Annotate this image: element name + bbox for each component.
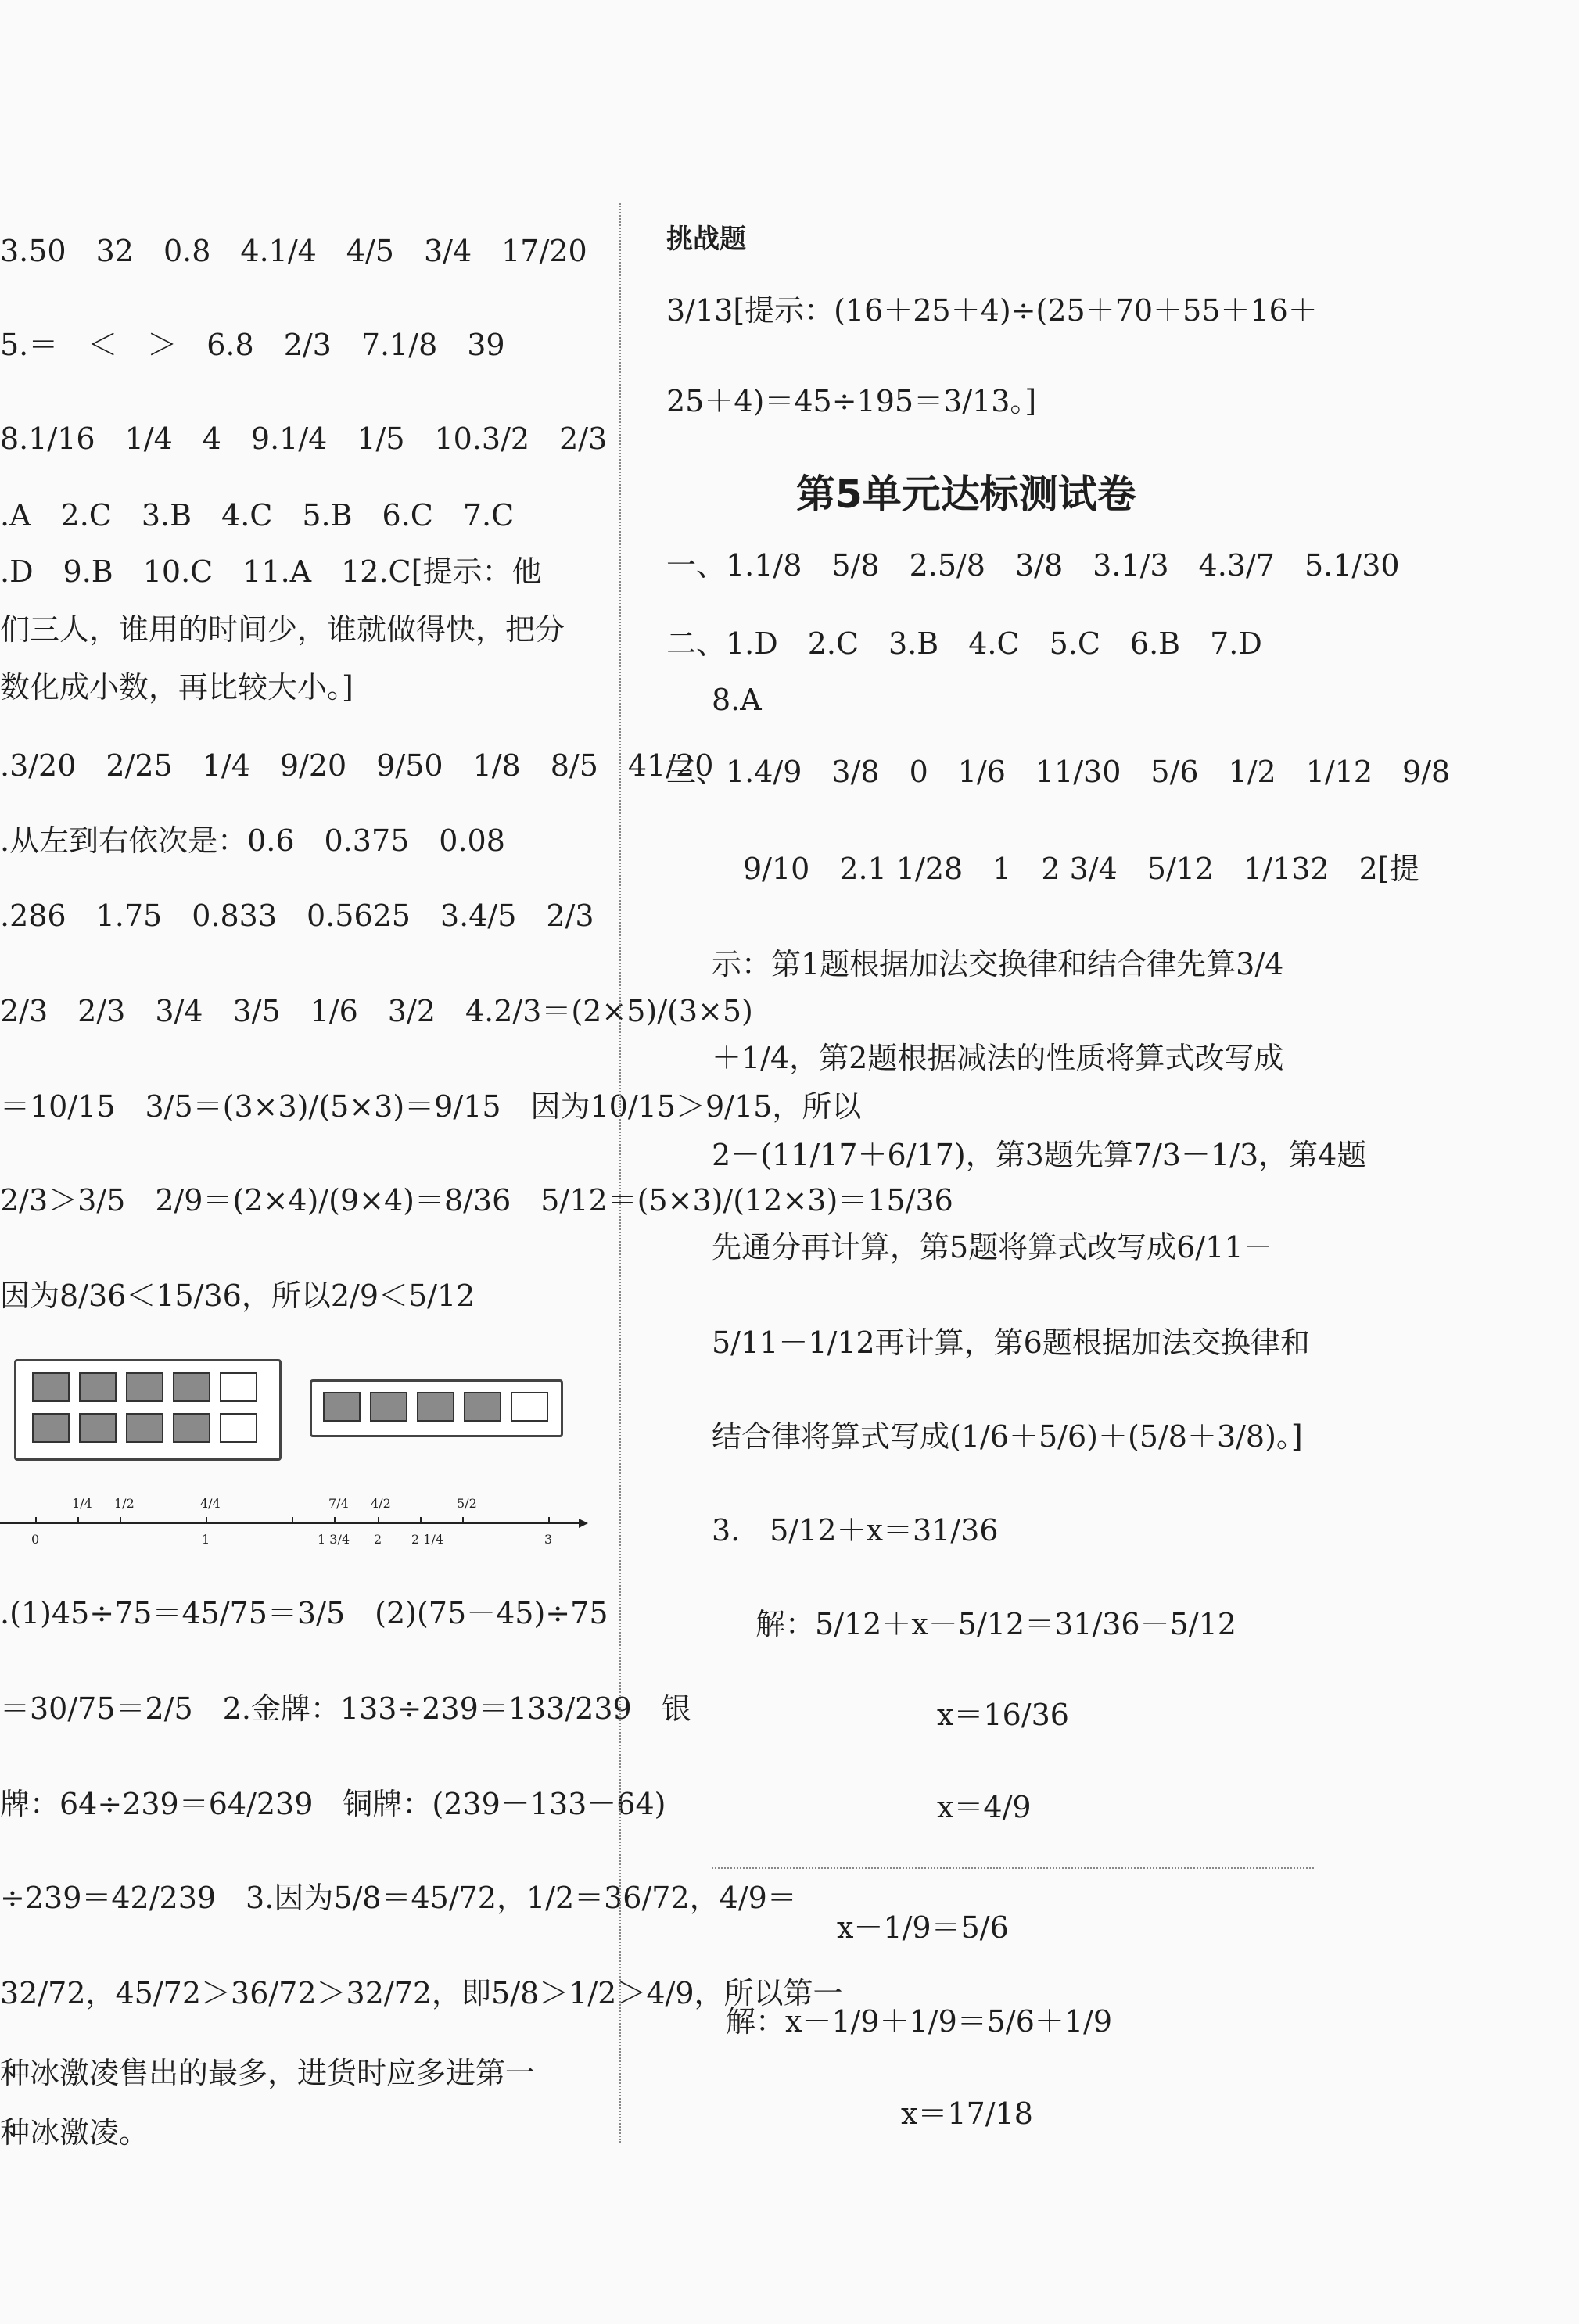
right-line-11: 结合律将算式写成(1/6＋5/6)＋(5/8＋3/8)。] <box>712 1419 1303 1454</box>
nl-bottom-4: 2 <box>374 1532 382 1547</box>
left-line-2: 5.＝ ＜ ＞ 6.8 2/3 7.1/8 39 <box>0 328 505 362</box>
nl-bottom-2: 1 <box>202 1532 210 1547</box>
right-line-15: x＝4/9 <box>937 1790 1032 1824</box>
left-line-8: .3/20 2/25 1/4 9/20 9/50 1/8 8/5 41/20 <box>0 748 714 783</box>
right-line-18: x＝17/18 <box>901 2096 1033 2131</box>
right-line-7: ＋1/4，第2题根据减法的性质将算式改写成 <box>712 1041 1284 1075</box>
right-line-5: 9/10 2.1 1/28 1 2 3/4 5/12 1/132 2[提 <box>743 852 1419 886</box>
nl-top-6: 5/2 <box>457 1496 477 1511</box>
left-line-1: 3.50 32 0.8 4.1/4 4/5 3/4 17/20 <box>0 234 587 268</box>
nl-bottom-1: 0 <box>31 1532 40 1547</box>
left-line-7: 数化成小数，再比较大小。] <box>0 670 353 705</box>
left-line-9: .从左到右依次是：0.6 0.375 0.08 <box>0 823 505 858</box>
left-line-21: 种冰激凌。 <box>0 2115 149 2150</box>
right-line-8: 2－(11/17＋6/17)，第3题先算7/3－1/3，第4题 <box>712 1138 1367 1172</box>
right-line-4: 三、1.4/9 3/8 0 1/6 11/30 5/6 1/2 1/12 9/8 <box>666 755 1451 789</box>
left-line-17: 牌：64÷239＝64/239 铜牌：(239－133－64) <box>0 1787 666 1821</box>
left-line-5: .D 9.B 10.C 11.A 12.C[提示：他 <box>0 554 542 589</box>
left-line-10: .286 1.75 0.833 0.5625 3.4/5 2/3 <box>0 898 594 933</box>
challenge-line-1: 3/13[提示：(16＋25＋4)÷(25＋70＋55＋16＋ <box>666 293 1318 328</box>
left-line-11: 2/3 2/3 3/4 3/5 1/6 3/2 4.2/3＝(2×5)/(3×5) <box>0 994 753 1028</box>
fraction-box-left <box>14 1359 282 1461</box>
left-line-20: 种冰激凌售出的最多，进货时应多进第一 <box>0 2056 536 2090</box>
nl-bottom-3: 1 3/4 <box>318 1532 350 1547</box>
nl-top-4: 7/4 <box>328 1496 349 1511</box>
nl-top-2: 1/2 <box>114 1496 135 1511</box>
right-line-1: 一、1.1/8 5/8 2.5/8 3/8 3.1/3 4.3/7 5.1/30 <box>666 548 1400 583</box>
left-line-3: 8.1/16 1/4 4 9.1/4 1/5 10.3/2 2/3 <box>0 421 608 456</box>
right-line-10: 5/11－1/12再计算，第6题根据加法交换律和 <box>712 1325 1310 1360</box>
left-line-12: ＝10/15 3/5＝(3×3)/(5×3)＝9/15 因为10/15＞9/15，所以 <box>0 1089 862 1124</box>
nl-top-3: 4/4 <box>200 1496 221 1511</box>
left-line-15: .(1)45÷75＝45/75＝3/5 (2)(75－45)÷75 <box>0 1596 608 1630</box>
right-line-13: 解：5/12＋x－5/12＝31/36－5/12 <box>755 1607 1236 1641</box>
challenge-line-2: 25＋4)＝45÷195＝3/13。] <box>666 384 1037 418</box>
unit-title: 第5单元达标测试卷 <box>796 472 1136 517</box>
nl-bottom-5: 2 1/4 <box>411 1532 444 1547</box>
right-line-9: 先通分再计算，第5题将算式改写成6/11－ <box>712 1230 1273 1264</box>
right-line-14: x＝16/36 <box>937 1698 1069 1732</box>
right-line-6: 示：第1题根据加法交换律和结合律先算3/4 <box>712 947 1284 981</box>
nl-top-1: 1/4 <box>72 1496 92 1511</box>
left-line-14: 因为8/36＜15/36，所以2/9＜5/12 <box>0 1279 475 1313</box>
left-line-4: .A 2.C 3.B 4.C 5.B 6.C 7.C <box>0 498 515 533</box>
right-line-16: x－1/9＝5/6 <box>837 1910 1009 1945</box>
left-line-6: 们三人，谁用的时间少，谁就做得快，把分 <box>0 612 565 647</box>
nl-top-5: 4/2 <box>371 1496 391 1511</box>
right-line-17: 解：x－1/9＋1/9＝5/6＋1/9 <box>726 2004 1113 2039</box>
left-line-18: ÷239＝42/239 3.因为5/8＝45/72，1/2＝36/72，4/9＝ <box>0 1881 797 1915</box>
left-line-19: 32/72，45/72＞36/72＞32/72，即5/8＞1/2＞4/9，所以第一 <box>0 1976 843 2010</box>
dotted-separator <box>712 1867 1314 1869</box>
left-line-13: 2/3＞3/5 2/9＝(2×4)/(9×4)＝8/36 5/12＝(5×3)/(12×3)＝15/36 <box>0 1183 953 1218</box>
number-line <box>0 1478 594 1564</box>
right-line-12: 3. 5/12＋x＝31/36 <box>712 1513 999 1548</box>
column-divider <box>619 203 621 2143</box>
nl-bottom-6: 3 <box>544 1532 553 1547</box>
fraction-box-right <box>310 1379 563 1437</box>
right-line-2: 二、1.D 2.C 3.B 4.C 5.C 6.B 7.D <box>666 626 1262 661</box>
right-line-3: 8.A <box>712 683 762 717</box>
challenge-heading: 挑战题 <box>666 224 746 255</box>
left-line-16: ＝30/75＝2/5 2.金牌：133÷239＝133/239 银 <box>0 1691 691 1726</box>
